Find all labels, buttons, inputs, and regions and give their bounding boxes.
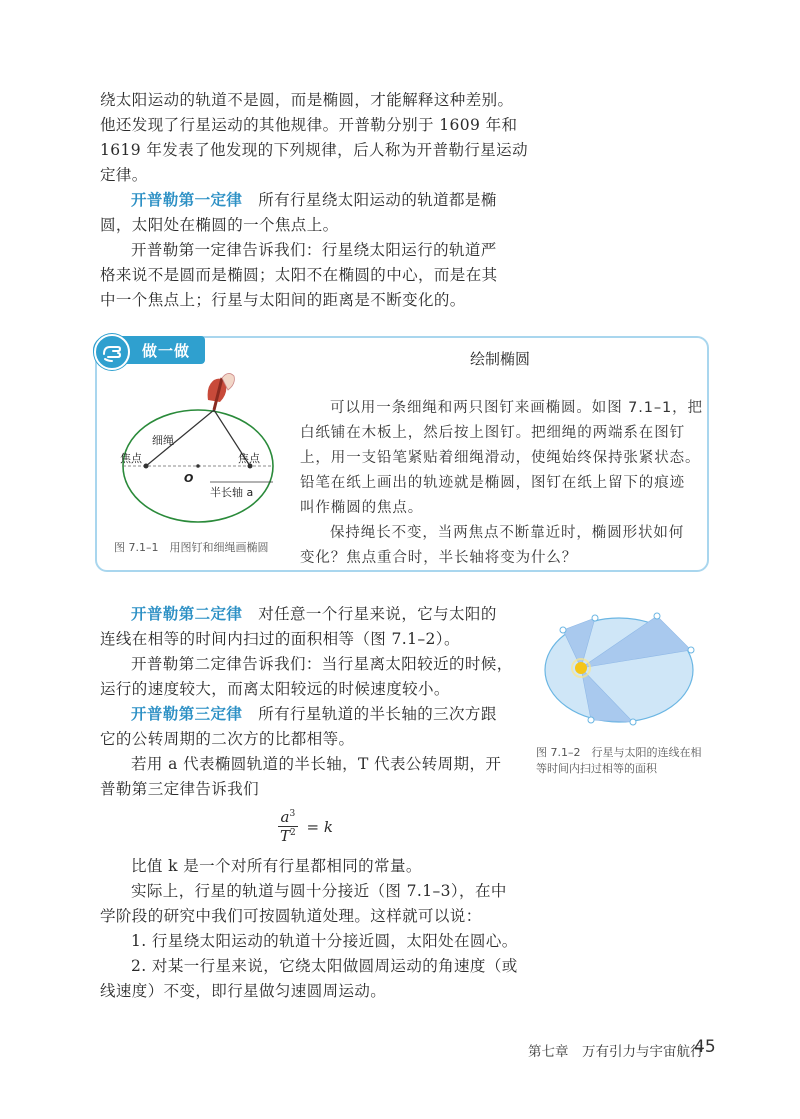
kepler-third-law-formula xyxy=(278,808,333,845)
law1-explain-2: 格来说不是圆而是椭圆；太阳不在椭圆的中心，而是在其 xyxy=(100,266,498,284)
equal-area-figure xyxy=(535,612,705,732)
formula-numerator: a xyxy=(280,808,290,826)
law1-paragraph xyxy=(131,188,497,213)
law3-paragraph xyxy=(131,702,497,727)
point-2: 2. 对某一行星来说，它绕太阳做圆周运动的角速度（或 xyxy=(131,957,518,975)
formula-numerator-exponent: 3 xyxy=(289,809,296,819)
law2-text-2: 连线在相等的时间内扫过的面积相等（图 7.1–2）。 xyxy=(100,630,460,648)
formula-denominator-exponent: 2 xyxy=(290,828,296,838)
activity-tag-label: 做一做 xyxy=(142,342,191,360)
label-center-o: O xyxy=(184,472,194,485)
activity-tag-icon xyxy=(94,334,130,370)
law2-explain-2: 运行的速度较大，而离太阳较远的时候速度较小。 xyxy=(100,680,450,698)
hand-icon xyxy=(96,336,128,368)
label-semi-axis: 半长轴 a xyxy=(210,486,254,499)
sun-icon xyxy=(575,662,587,674)
label-rope: 细绳 xyxy=(152,434,174,447)
activity-question-1: 保持绳长不变，当两焦点不断靠近时，椭圆形状如何 xyxy=(330,525,685,541)
law1-text-1: 所有行星绕太阳运动的轨道都是椭 xyxy=(242,191,497,209)
focus-pin-left xyxy=(144,464,149,469)
planet-position-3 xyxy=(560,627,566,633)
planet-position-2 xyxy=(688,647,694,653)
activity-line-1: 可以用一条细绳和两只图钉来画椭圆。如图 7.1–1，把 xyxy=(330,400,703,416)
law2-text-1: 对任意一个行星来说，它与太阳的 xyxy=(242,605,497,623)
intro-line-2: 他还发现了行星运动的其他规律。开普勒分别于 1609 年和 xyxy=(100,116,518,134)
intro-line-4: 定律。 xyxy=(100,166,148,184)
approx-line-1: 实际上，行星的轨道与圆十分接近（图 7.1–3），在中 xyxy=(131,882,507,900)
approx-line-2: 学阶段的研究中我们可按圆轨道处理。这样就可以说： xyxy=(100,907,482,925)
activity-line-5: 叫作椭圆的焦点。 xyxy=(300,500,424,516)
center-point xyxy=(196,464,200,468)
planet-position-4 xyxy=(592,615,598,621)
ellipse-drawing-figure xyxy=(110,372,290,532)
activity-question-2: 变化？焦点重合时，半长轴将变为什么？ xyxy=(300,550,578,566)
law3-explain-2: 普勒第三定律告诉我们 xyxy=(100,780,260,798)
activity-title: 绘制椭圆 xyxy=(470,350,531,368)
activity-line-3: 上，用一支铅笔紧贴着细绳滑动，使绳始终保持张紧状态。 xyxy=(300,450,701,466)
law1-explain-3: 中一个焦点上；行星与太阳间的距离是不断变化的。 xyxy=(100,291,466,309)
intro-line-3: 1619 年发表了他发现的下列规律，后人称为开普勒行星运动 xyxy=(100,141,528,159)
law1-explain-1: 开普勒第一定律告诉我们：行星绕太阳运行的轨道严 xyxy=(131,241,497,259)
k-note: 比值 k 是一个对所有行星都相同的常量。 xyxy=(131,857,422,875)
activity-line-4: 铅笔在纸上画出的轨迹就是椭圆，图钉在纸上留下的痕迹 xyxy=(300,475,685,491)
figure-7-1-2-caption-line-2: 等时间内扫过相等的面积 xyxy=(536,762,657,775)
figure-7-1-1-caption: 图 7.1–1 用图钉和细绳画椭圆 xyxy=(114,541,269,554)
law3-title: 开普勒第三定律 xyxy=(131,705,243,723)
law2-title: 开普勒第二定律 xyxy=(131,605,243,623)
law3-text-1: 所有行星轨道的半长轴的三次方跟 xyxy=(242,705,497,723)
formula-rhs: = k xyxy=(306,817,333,836)
point-2-cont: 线速度）不变，即行星做匀速圆周运动。 xyxy=(100,982,387,1000)
intro-line-1: 绕太阳运动的轨道不是圆，而是椭圆，才能解释这种差别。 xyxy=(100,91,514,109)
planet-position-1 xyxy=(654,613,660,619)
law2-explain-1: 开普勒第二定律告诉我们：当行星离太阳较近的时候， xyxy=(131,655,513,673)
pencil-hand-icon xyxy=(208,373,235,410)
law3-text-2: 它的公转周期的二次方的比都相等。 xyxy=(100,730,355,748)
page-number: 45 xyxy=(694,1037,716,1057)
label-focus-left: 焦点 xyxy=(120,452,142,465)
law2-paragraph xyxy=(131,602,497,627)
activity-line-2: 白纸铺在木板上，然后按上图钉。把细绳的两端系在图钉 xyxy=(300,425,685,441)
planet-position-5 xyxy=(588,717,594,723)
law3-explain-1: 若用 a 代表椭圆轨道的半长轴，T 代表公转周期，开 xyxy=(131,755,502,773)
footer-chapter: 第七章 万有引力与宇宙航行 xyxy=(528,1044,704,1060)
law1-title: 开普勒第一定律 xyxy=(131,191,243,209)
formula-denominator: T xyxy=(280,827,291,845)
law1-text-2: 圆，太阳处在椭圆的一个焦点上。 xyxy=(100,216,339,234)
figure-7-1-2-caption-line-1: 图 7.1–2 行星与太阳的连线在相 xyxy=(536,746,702,759)
label-focus-right: 焦点 xyxy=(238,452,260,465)
planet-position-6 xyxy=(630,719,636,725)
point-1: 1. 行星绕太阳运动的轨道十分接近圆，太阳处在圆心。 xyxy=(131,932,518,950)
